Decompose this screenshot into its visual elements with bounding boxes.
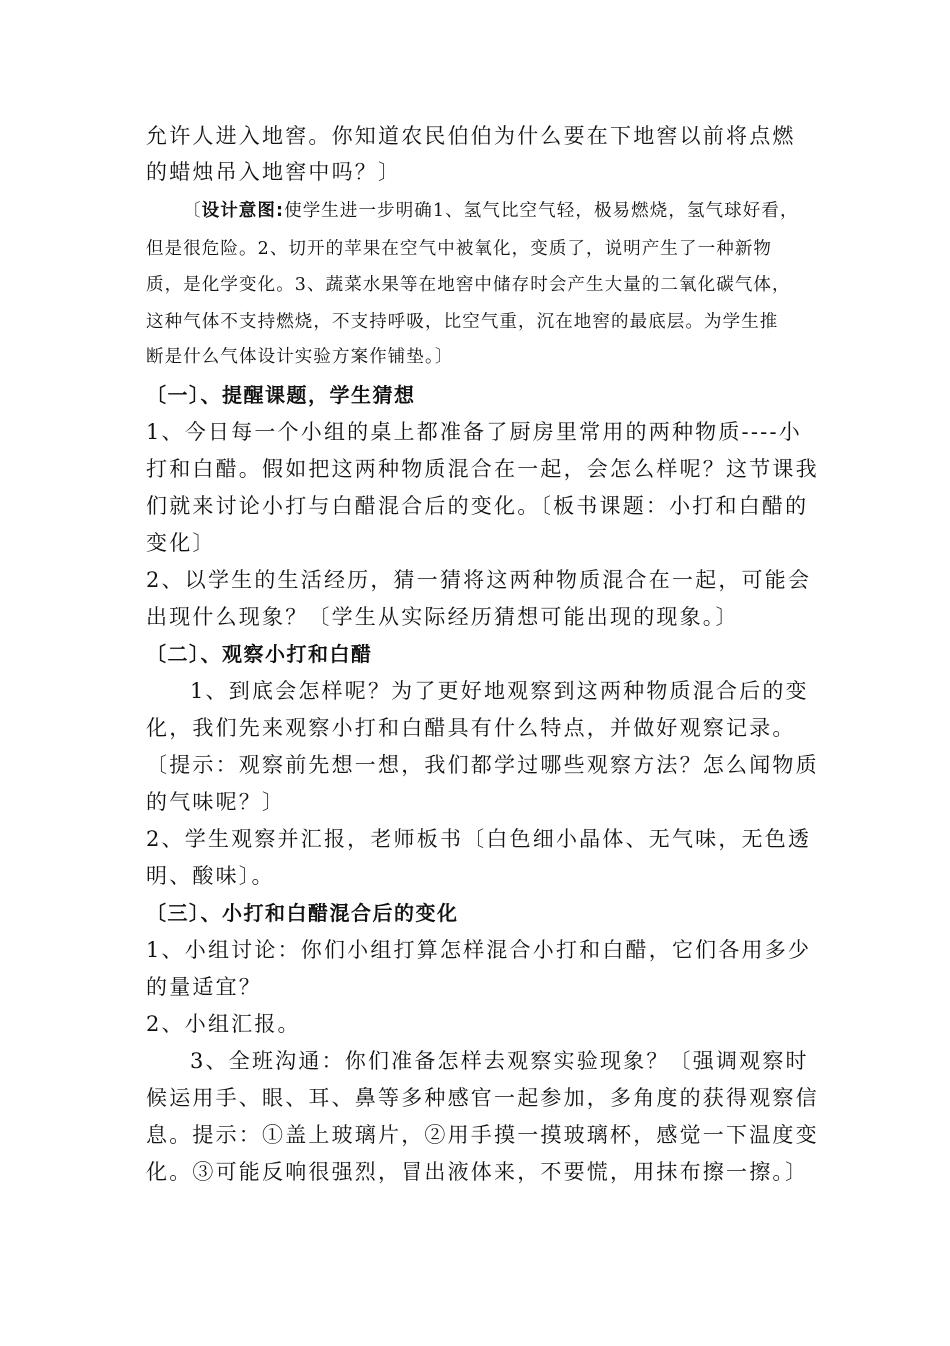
section-3-line-1: 1、小组讨论：你们小组打算怎样混合小打和白醋，它们各用多少	[146, 938, 812, 962]
section-2-line-6: 明、酸味〕。	[146, 864, 275, 888]
design-intent-line-1	[183, 196, 799, 226]
design-bracket: 〔	[183, 201, 202, 221]
design-intent-label: 设计意图:	[201, 201, 285, 221]
section-3-line-2: 的量适宜？	[146, 975, 262, 999]
section-3-heading: 〔三〕、小打和白醋混合后的变化	[146, 901, 459, 925]
intro-line-2: 的蜡烛吊入地窖中吗？〕	[146, 160, 402, 184]
section-1-line-2: 打和白醋。假如把这两种物质混合在一起，会怎么样呢？这节课我	[146, 457, 819, 481]
section-3-line-5: 候运用手、眼、耳、鼻等多种感官一起参加，多角度的获得观察信	[146, 1086, 819, 1110]
section-1-line-3: 们就来讨论小打与白醋混合后的变化。〔板书课题：小打和白醋的	[146, 494, 809, 518]
section-2-line-4: 的气味呢？〕	[146, 790, 286, 814]
design-intent-line-5: 断是什么气体设计实验方案作铺垫。〕	[146, 347, 454, 367]
section-2-heading: 〔二〕、观察小打和白醋	[146, 642, 373, 666]
section-1-line-4: 变化〕	[146, 531, 216, 555]
design-intent-text: 使学生进一步明确1、氢气比空气轻，极易燃烧，氢气球好看，	[284, 201, 799, 221]
section-3-line-6: 息。提示：①盖上玻璃片，②用手摸一摸玻璃杯，感觉一下温度变	[146, 1123, 819, 1147]
design-intent-line-2: 但是很危险。2、切开的苹果在空气中被氧化，变质了，说明产生了一种新物	[146, 239, 773, 259]
section-2-line-1: 1、到底会怎样呢？为了更好地观察到这两种物质混合后的变	[190, 679, 809, 703]
section-3-line-3: 2、小组汇报。	[146, 1012, 301, 1036]
section-2-line-2: 化，我们先来观察小打和白醋具有什么特点，并做好观察记录。	[146, 716, 796, 740]
section-3-line-4: 3、全班沟通：你们准备怎样去观察实验现象？〔强调观察时	[190, 1049, 809, 1073]
section-1-line-6: 出现什么现象？〔学生从实际经历猜想可能出现的现象。〕	[146, 605, 739, 629]
section-1-heading: 〔一〕、提醒课题，学生猜想	[146, 383, 416, 407]
section-3-line-7: 化。③可能反响很强烈，冒出液体来，不要慌，用抹布擦一擦。〕	[146, 1160, 809, 1184]
intro-line-1: 允许人进入地窖。你知道农民伯伯为什么要在下地窖以前将点燃	[146, 124, 796, 148]
section-2-line-5: 2、学生观察并汇报，老师板书〔白色细小晶体、无气味，无色透	[146, 827, 812, 851]
section-1-line-5: 2、以学生的生活经历，猜一猜将这两种物质混合在一起，可能会	[146, 568, 812, 592]
design-intent-line-3: 质，是化学变化。3、蔬菜水果等在地窖中储存时会产生大量的二氧化碳气体，	[146, 275, 791, 295]
section-1-line-1: 1、今日每一个小组的桌上都准备了厨房里常用的两种物质----小	[146, 420, 802, 444]
section-2-line-3: 〔提示：观察前先想一想，我们都学过哪些观察方法？怎么闻物质	[146, 753, 819, 777]
design-intent-line-4: 这种气体不支持燃烧，不支持呼吸，比空气重，沉在地窖的最底层。为学生推	[146, 312, 779, 332]
